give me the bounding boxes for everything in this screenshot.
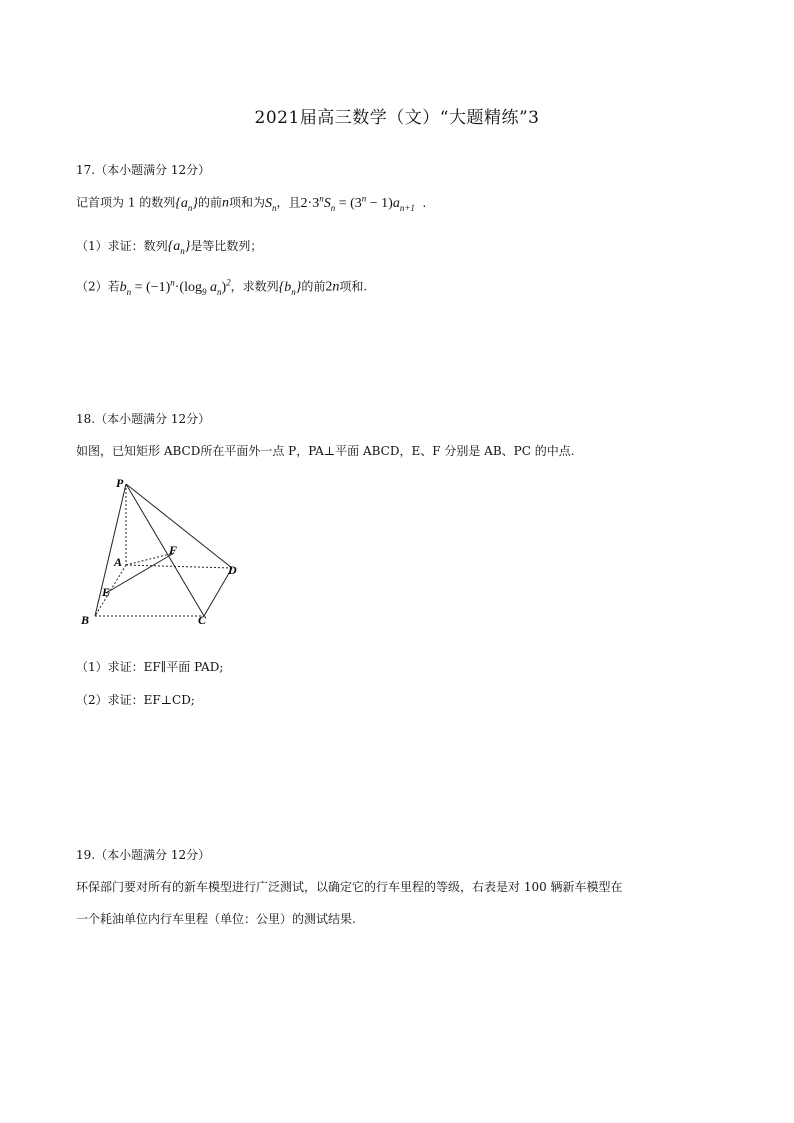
q17-2n: 2n xyxy=(325,279,340,295)
edge-AD xyxy=(126,565,232,568)
q17-part2 xyxy=(76,277,367,296)
q17-p2-mid: ，求数列 xyxy=(230,279,279,294)
label-F: F xyxy=(169,543,178,557)
q17-header: 17.（本小题满分 12分） xyxy=(76,163,211,177)
q18-part2: （2）求证：EF⊥CD; xyxy=(76,693,195,707)
q18-stem: 如图，已知矩形 ABCD所在平面外一点 P，PA⊥平面 ABCD，E、F 分别是 AB、PC 的中点. xyxy=(76,444,575,458)
q17-p1-label: （1）求证：数列 xyxy=(76,239,168,253)
q17-part1 xyxy=(76,237,262,256)
q17-p2-label: （2）若 xyxy=(76,279,120,294)
edge-AB xyxy=(95,565,126,616)
q17-p1-seq: $\{a_n\}$ xyxy=(167,239,191,256)
q17-stem-pre: 记首项为 1 的数列 xyxy=(76,195,176,210)
label-E: E xyxy=(102,585,111,599)
q17-stem-end: ． xyxy=(422,195,435,210)
q18-header: 18.（本小题满分 12分） xyxy=(76,412,211,426)
page-title: 2021届高三数学（文）“大题精练”3 xyxy=(254,108,540,128)
label-D: D xyxy=(228,563,237,577)
q17-p2-end: 项和. xyxy=(339,279,368,294)
q19-stem-line1: 环保部门要对所有的新车模型进行广泛测试，以确定它的行车里程的等级，右表是对 100 辆新车模型在 xyxy=(76,880,623,894)
q17-stem-mid1: 的前 xyxy=(197,195,222,210)
q17-Sn: $S_n$ xyxy=(265,195,277,213)
q17-equation: $2\cdot 3^nS_n = (3^n - 1)a_{n+1}$ xyxy=(300,193,415,213)
pyramid-figure xyxy=(80,476,250,626)
edge-PC xyxy=(126,484,204,616)
label-A: A xyxy=(114,555,123,569)
segment-AF xyxy=(126,553,174,565)
label-B: B xyxy=(81,613,90,626)
q17-p1-end: 是等比数列； xyxy=(190,239,263,253)
label-C: C xyxy=(198,613,207,626)
edge-PB xyxy=(95,484,126,616)
q17-p2-mid2: 的前 xyxy=(301,279,326,294)
q17-stem-mid3: ，且 xyxy=(276,195,301,210)
label-P: P xyxy=(116,476,124,490)
q17-stem xyxy=(76,193,435,212)
q19-stem-line2: 一个耗油单位内行车里程（单位：公里）的测试结果. xyxy=(76,912,356,926)
q17-bn-def: $b_n = (-1)^n\cdot(\log_9$ $a_n)^2$ xyxy=(119,277,231,297)
q18-part1: （1）求证：EF∥平面 PAD; xyxy=(76,660,224,674)
q19-header: 19.（本小题满分 12分） xyxy=(76,848,211,862)
q17-p2-seq: $\{b_n\}$ xyxy=(278,279,302,297)
edge-PD xyxy=(126,484,232,568)
q17-stem-mid2: 项和为 xyxy=(229,195,266,210)
q17-n: n xyxy=(222,195,229,211)
q17-seq-a: $\{a_n\}$ xyxy=(175,195,198,213)
